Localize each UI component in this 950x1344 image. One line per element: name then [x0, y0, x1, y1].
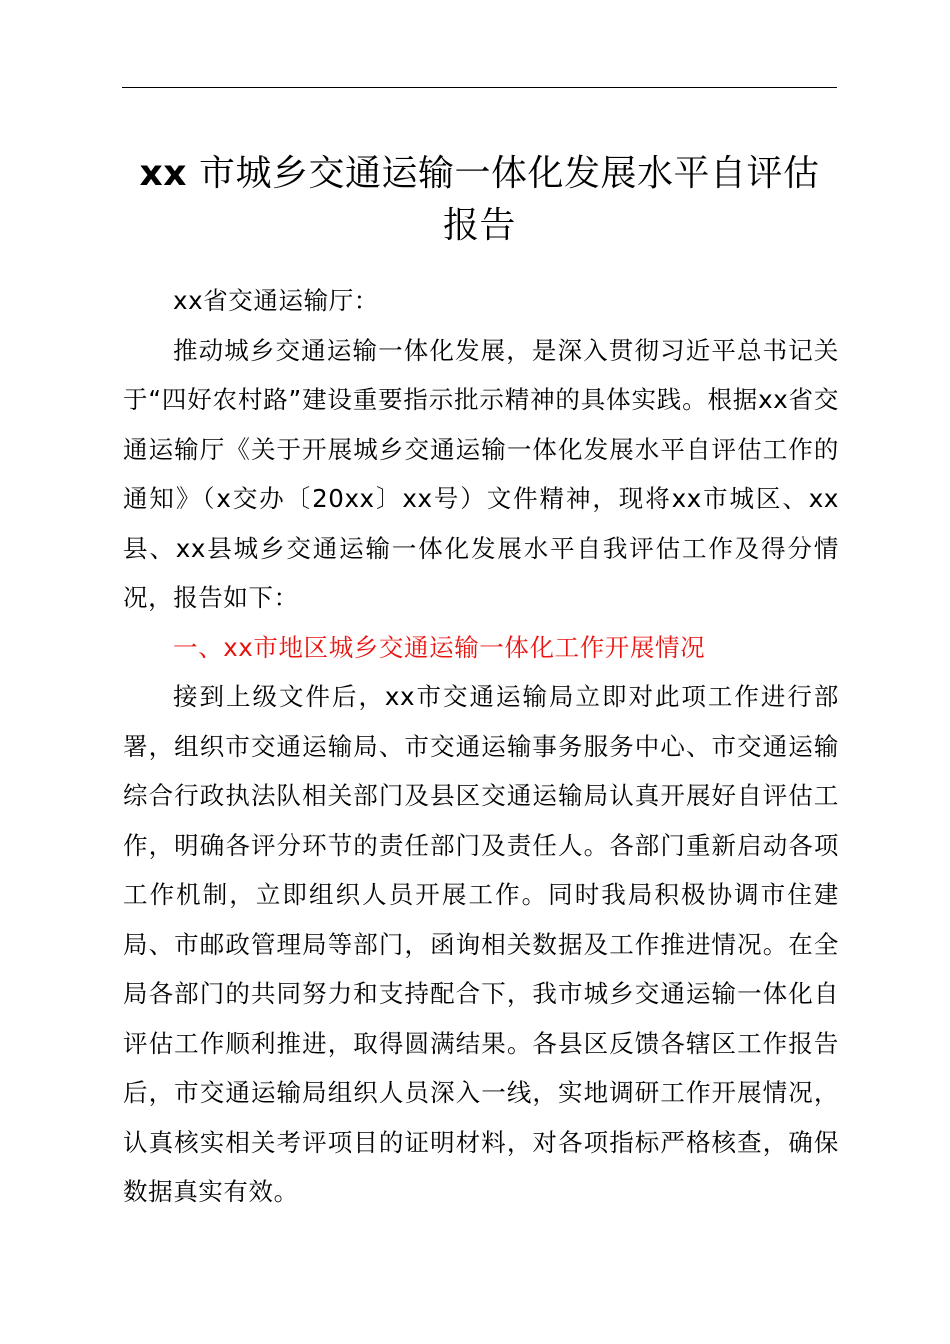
title-lead: xx — [139, 153, 187, 194]
salutation: xx省交通运输厅： — [173, 286, 379, 315]
section-paragraph: 接到上级文件后，xx市交通运输局立即对此项工作进行部署，组织市交通运输局、市交通运输事务服务中心、市交通运输综合行政执法队相关部门及县区交通运输局认真开展好自评估工作，明确各评分环节的责任部门及责任人。各部门重新启动各项工作机制，立即组织人员开展工作。同时我局积极协调市住建局、市邮政管理局等部门，函询相关数据及工作推进情况。在全局各部门的共同努力和支持配合下，我市城乡交通运输一体化自评估工作顺利推进，取得圆满结果。各县区反馈各辖区工作报告后，市交通运输局组织人员深入一线，实地调研工作开展情况，认真核实相关考评项目的证明材料，对各项指标严格核查，确保数据真实有效。 — [123, 682, 839, 1206]
header-rule — [122, 87, 837, 88]
intro-paragraph: 推动城乡交通运输一体化发展，是深入贯彻习近平总书记关于“四好农村路”建设重要指示批示精神的具体实践。根据xx省交通运输厅《关于开展城乡交通运输一体化发展水平自评估工作的通知》（x交办〔20xx〕xx号）文件精神，现将xx市城区、xx县、xx县城乡交通运输一体化发展水平自我评估工作及得分情况，报告如下： — [123, 335, 839, 612]
document-body — [123, 276, 839, 1217]
section-heading: 一、xx市地区城乡交通运输一体化工作开展情况 — [173, 632, 706, 662]
title-rest: 市城乡交通运输一体化发展水平自评估报告 — [198, 153, 820, 246]
document-title — [122, 148, 837, 252]
